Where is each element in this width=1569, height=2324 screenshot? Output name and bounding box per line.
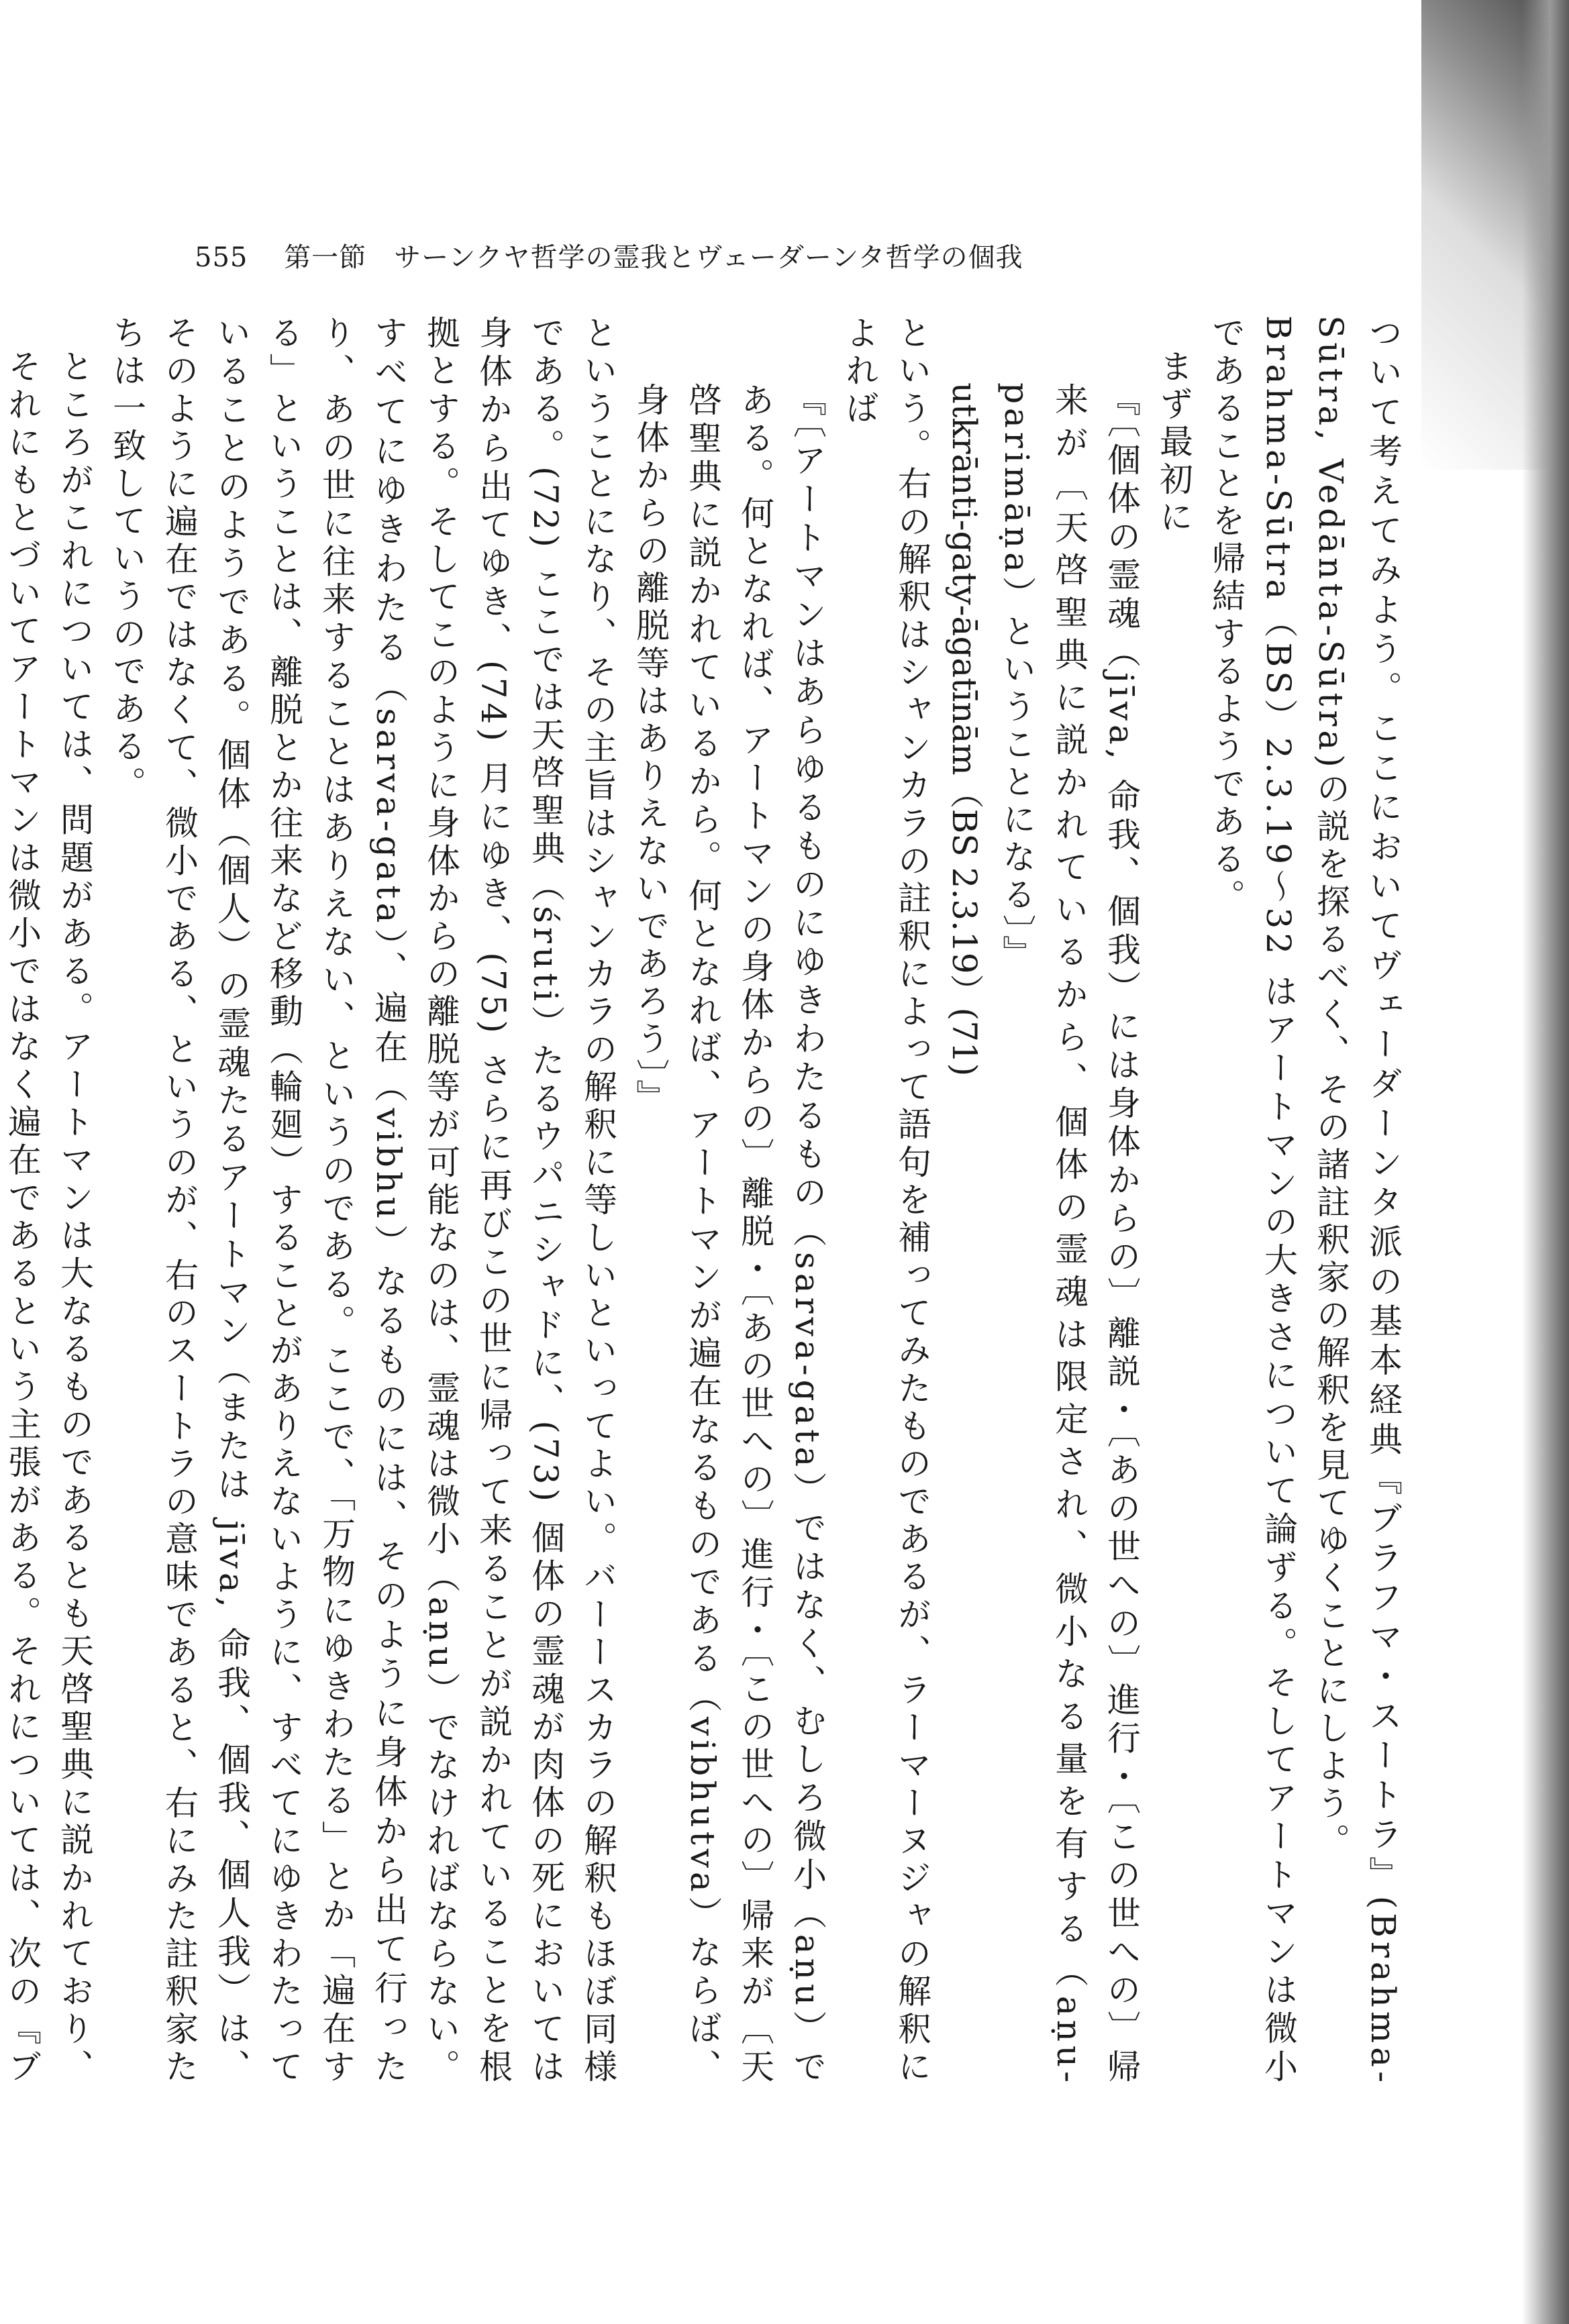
quotation: 『〔アートマンはあらゆるものにゆきわたるもの（sarva-gata）ではなく、むしろ微小（aṇu）である。何となれば、アートマンの身体からの〕離脱・〔あの世への〕進行・〔この世への〕帰来が〔天啓聖典に説かれているから。何となれば、アートマンが遍在なるものである（vibhutva）ならば、身体からの離脱等はありえないであろう〕』: [631, 382, 827, 2087]
running-header: [195, 236, 1023, 274]
page-binding-shadow: [1522, 0, 1569, 2324]
page-number: 555: [195, 242, 248, 273]
body-text: [3, 315, 1409, 2087]
paragraph: ところがこれについては、問題がある。アートマンは大なるものであるとも天啓聖典に説かれており、それにもとづいてアートマンは微小ではなく遍在であるという主張がある。それについては、次の『ブ: [3, 349, 94, 2087]
paragraph: ついて考えてみよう。ここにおいてヴェーダーンタ派の基本経典『ブラフマ・スートラ』(Brahma-Sūtra, Vedānta-Sūtra)の説を探るべく、その諸註釈家の解釈を見てゆくことにしよう。: [1311, 315, 1403, 2087]
paragraph: という。右の解釈はシャンカラの註釈によって語句を補ってみたものであるが、ラーマーヌジャの解釈によれば: [840, 315, 931, 2087]
section-title: 第一節 サーンクヤ哲学の霊我とヴェーダーンタ哲学の個我: [284, 242, 1023, 273]
paragraph: まず最初に: [1154, 349, 1193, 537]
quotation: 『〔個体の霊魂（jīva, 命我、個我）には身体からの〕離説・〔あの世への〕進行・〔この世への〕帰来が〔天啓聖典に説かれているから、個体の霊魂は限定され、微小なる量を有する（aṇu-parimāṇa）ということになる〕』: [997, 382, 1141, 2087]
paragraph: ということになり、その主旨はシャンカラの解釈に等しいといってよい。バーースカラの解釈もほぼ同様である。(72) ここでは天啓聖典（śruti）たるウパニシャドに、(73) 個体の霊魂が肉体の死においては身体から出てゆき、(74) 月にゆき、(75) さらに再びこの世に帰って来ることが説かれていることを根拠とする。そしてこのように身体からの離脱等が可能なのは、霊魂は微小（aṇu）でなければならない。すべてにゆきわたる（sarva-gata）、遍在（vibhu）なるものには、そのように身体から出て行ったり、あの世に往来することはありえない、というのである。ここで、「万物にゆきわたる」とか「遍在する」ということは、離脱とか往来など移動（輪廻）することがありえないように、すべてにゆきわたっていることのようである。個体（個人）の霊魂たるアートマン（または jīva, 命我、個我、個人我）は、そのように遍在ではなくて、微小である、というのが、右のスートラの意味であると、右にみた註釈家たちは一致していうのである。: [107, 315, 617, 2087]
sutra-citation: utkrānti-gaty-āgatīnām（BS 2.3.19）(71): [945, 382, 984, 1077]
paragraph: Brahma-Sūtra（BS）2.3.19〜32 はアートマンの大きさについて論ずる。そしてアートマンは微小であることを帰結するようである。: [1207, 315, 1298, 2087]
